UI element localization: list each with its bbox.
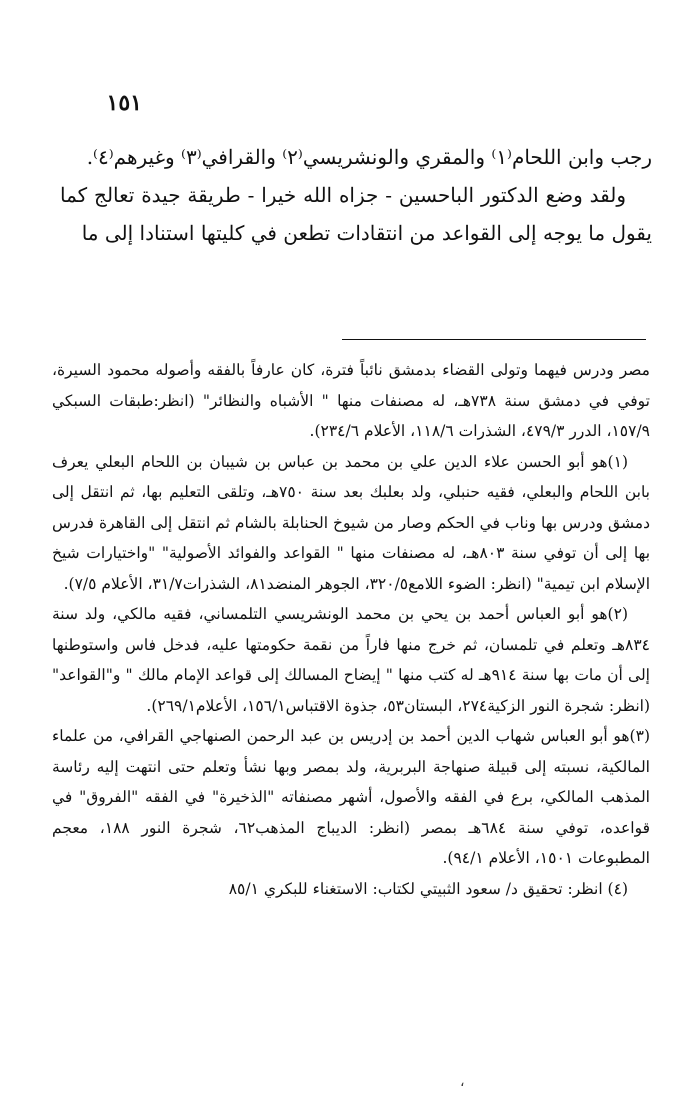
footnote-1: (١)هو أبو الحسن علاء الدين علي بن محمد بن عباس بن شيبان بن اللحام البعلي يعرف بابن اللحام والبعلي، فقيه حنبلي، ولد بعلبك بعد سنة ٧٥٠هـ، وتلقى التعليم بها، ثم انتقل إلى دمشق ودرس بها وناب في الحكم وصار من شيوخ الحنابلة بالشام ثم انتقل إلى القاهرة فدرس بها إلى أن توفي سنة ٨٠٣هـ، له مصنفات منها " القواعد والفوائد الأصولية" "واختيارات شيخ الإسلام ابن تيمية" (انظر: الضوء اللامع٣٢٠/٥، الجوهر المنضد٨١، الشذرات٣١/٧، الأعلام ٧/٥). [52, 452, 651, 593]
footnote-3: (٣)هو أبو العباس شهاب الدين أحمد بن إدريس بن عبد الرحمن الصنهاجي القرافي، من علماء المالكية، نسبته إلى قبيلة صنهاجة البربرية، ولد بمصر وبها نشأ وتعلم حتى انتهت إليه رئاسة المذهب المالكي، برع في الفقه والأصول، أشهر مصنفاته "الذخيرة" في الفقه "الفروق" في قواعده، توفي سنة ٦٨٤هـ بمصر (انظر: الديباج المذهب٦٢، شجرة النور ١٨٨، معجم المطبوعات ١٥٠١، الأعلام ٩٤/١). [52, 727, 651, 867]
main-text [60, 138, 652, 252]
footnotes [52, 355, 650, 904]
page-number: ١٥١ [106, 90, 142, 116]
footnote-divider [342, 339, 646, 340]
footnote-2: (٢)هو أبو العباس أحمد بن يحي بن محمد الونشريسي التلمساني، فقيه مالكي، ولد سنة ٨٣٤هـ وتعلم في تلمسان، ثم خرج منها فاراً من نقمة حكومتها عليه، فدخل فاس واستوطنها إلى أن مات بها سنة ٩١٤هـ له كتب منها " إيضاح المسالك إلى قواعد الإمام مالك " و"القواعد"(انظر: شجرة النور الزكية٢٧٤، البستان٥٣، جذوة الاقتباس١٥٦/١، الأعلام٢٦٩/١). [52, 605, 650, 715]
body-paragraph: رجب وابن اللحام⁽١⁾ والمقري والونشريسي⁽٢⁾ والقرافي⁽٣⁾ وغيرهم⁽٤⁾. [86, 145, 652, 169]
body-paragraph: ولقد وضع الدكتور الباحسين - جزاه الله خيرا - طريقة جيدة تعالج كما يقول ما يوجه إلى القواعد من انتقادات تطعن في كليتها استنادا إلى ما [60, 183, 652, 245]
bottom-mark: ، [460, 1074, 465, 1090]
footnote-continuation: مصر ودرس فيهما وتولى القضاء بدمشق نائباً فترة، كان عارفاً بالفقه وأصوله محمود السيرة، توفي في دمشق سنة ٧٣٨هـ، له مصنفات منها " الأشباه والنظائر" (انظر:طبقات السبكي ١٥٧/٩، الدرر ٤٧٩/٣، الشذرات ١١٨/٦، الأعلام ٢٣٤/٦). [52, 361, 651, 440]
footnote-4: (٤) انظر: تحقيق د/ سعود الثبيتي لكتاب: الاستغناء للبكري ٨٥/١ [228, 879, 628, 898]
